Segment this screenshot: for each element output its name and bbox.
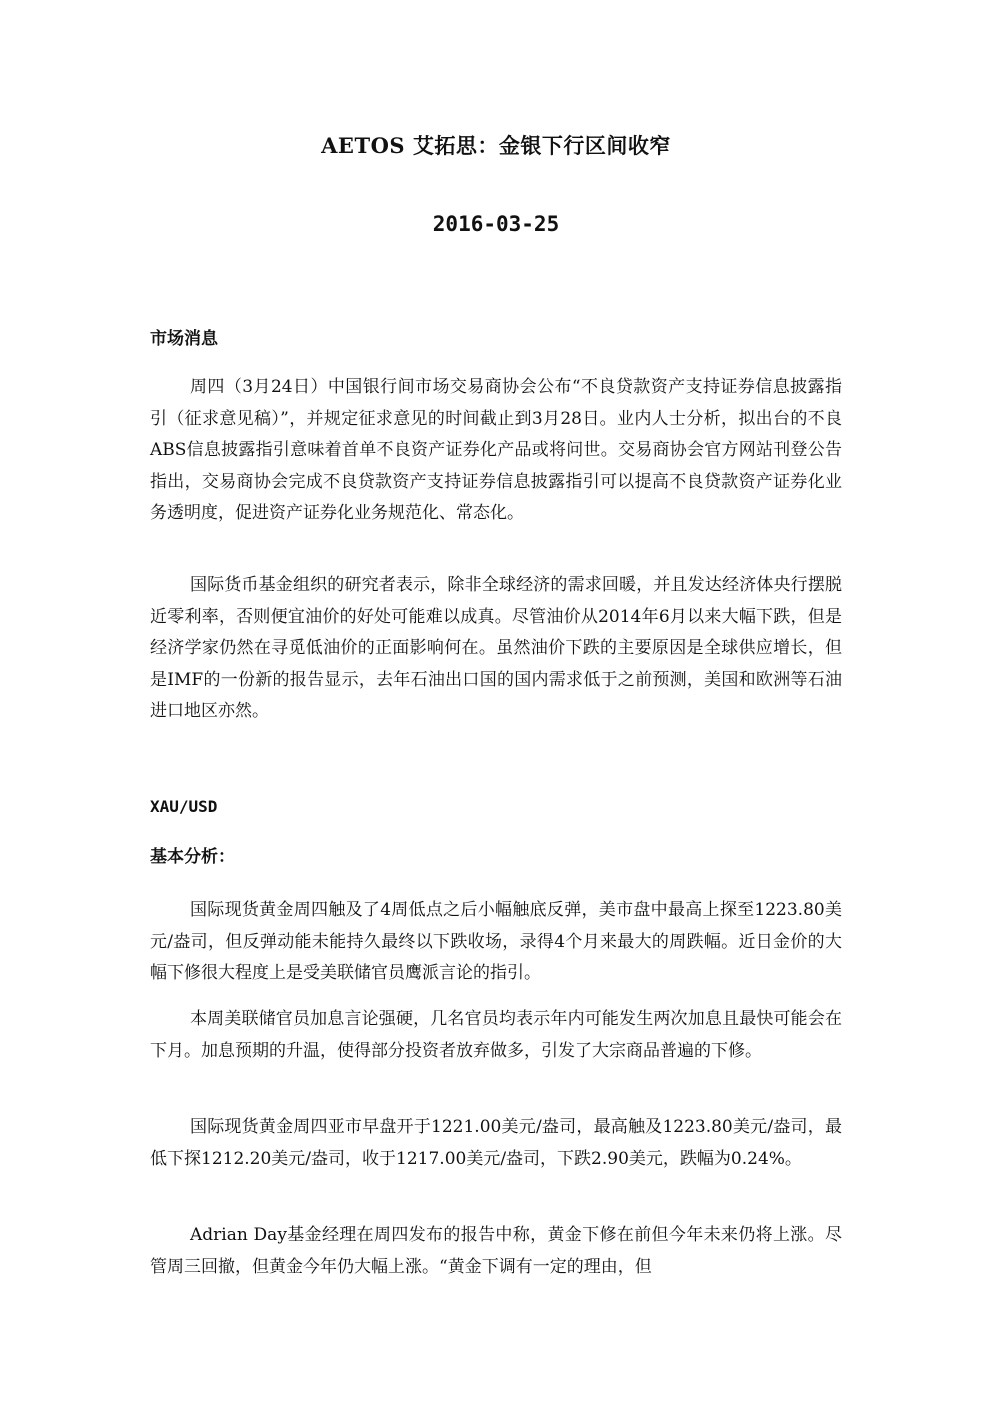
symbol-heading: XAU/USD xyxy=(150,797,218,816)
document-date: 2016-03-25 xyxy=(432,212,560,236)
analysis-paragraph: 国际现货黄金周四触及了4周低点之后小幅触底反弹，美市盘中最高上探至1223.80美元/盎司，但反弹动能未能持久最终以下跌收场，录得4个月来最大的周跌幅。近日金价的大幅下修很大程度上是受美联储官员鹰派言论的指引。 xyxy=(150,900,842,984)
analysis-paragraph: 本周美联储官员加息言论强硬，几名官员均表示年内可能发生两次加息且最快可能会在下月。加息预期的升温，使得部分投资者放弃做多，引发了大宗商品普遍的下修。 xyxy=(150,1009,842,1061)
analysis-paragraph: Adrian Day基金经理在周四发布的报告中称，黄金下修在前但今年未来仍将上涨。尽管周三回撤，但黄金今年仍大幅上涨。“黄金下调有一定的理由，但 xyxy=(150,1225,842,1277)
analysis-paragraph: 国际现货黄金周四亚市早盘开于1221.00美元/盎司，最高触及1223.80美元/盎司，最低下探1212.20美元/盎司，收于1217.00美元/盎司，下跌2.90美元，跌幅为0.24%。 xyxy=(150,1117,842,1169)
market-paragraph: 周四（3月24日）中国银行间市场交易商协会公布“不良贷款资产支持证券信息披露指引（征求意见稿）”，并规定征求意见的时间截止到3月28日。业内人士分析，拟出台的不良ABS信息披露指引意味着首单不良资产证券化产品或将问世。交易商协会官方网站刊登公告指出，交易商协会完成不良贷款资产支持证券信息披露指引可以提高不良贷款资产证券化业务透明度，促进资产证券化业务规范化、常态化。 xyxy=(150,377,842,524)
section-heading-fundamental-analysis: 基本分析： xyxy=(150,847,235,867)
market-paragraph: 国际货币基金组织的研究者表示，除非全球经济的需求回暖，并且发达经济体央行摆脱近零利率，否则便宜油价的好处可能难以成真。尽管油价从2014年6月以来大幅下跌，但是经济学家仍然在寻觅低油价的正面影响何在。虽然油价下跌的主要原因是全球供应增长，但是IMF的一份新的报告显示，去年石油出口国的国内需求低于之前预测，美国和欧洲等石油进口地区亦然。 xyxy=(150,575,842,722)
section-heading-market-news: 市场消息 xyxy=(150,329,218,349)
document-title: AETOS 艾拓思：金银下行区间收窄 xyxy=(321,133,671,158)
